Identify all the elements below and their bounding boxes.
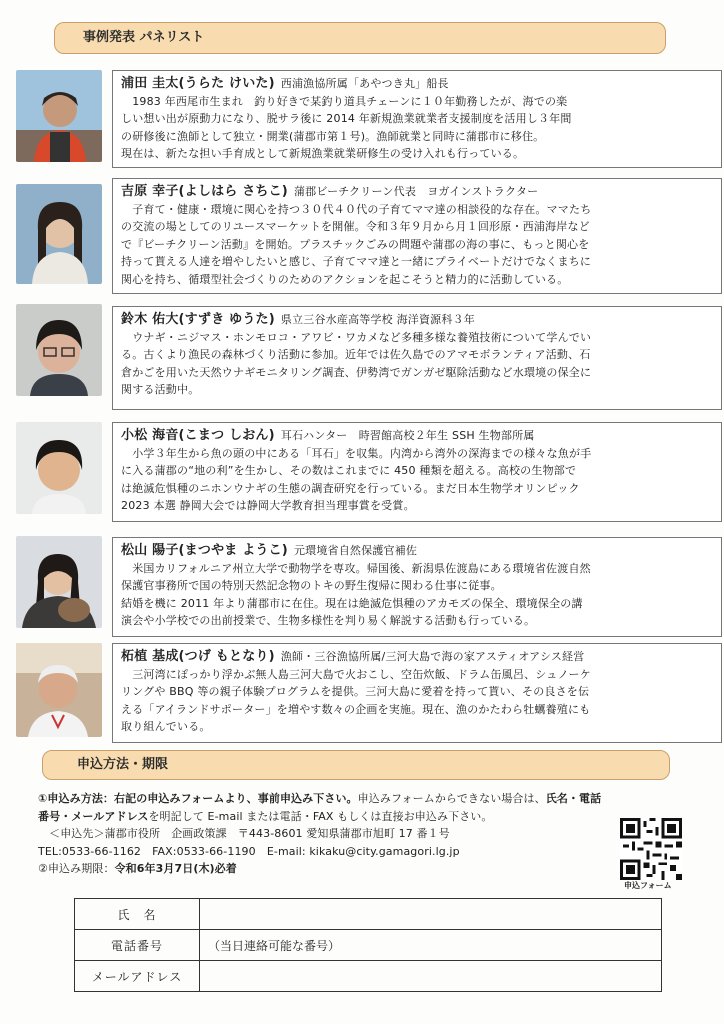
panelist-card-komatsu	[112, 422, 722, 522]
panelist-name: 吉原 幸子(よしはら さちこ)	[121, 184, 288, 199]
panelist-photo-komatsu	[16, 422, 102, 514]
panelist-name: 鈴木 佑大(すずき ゆうた)	[121, 312, 275, 327]
bio-line: 関する活動中。	[121, 383, 200, 396]
panelist-photo-suzuki	[16, 304, 102, 396]
form-row-email	[75, 961, 662, 992]
bio-line: ウナギ・ニジマス・ホンモロコ・アワビ・ワカメなど多種多様な養殖技術について学んでい	[121, 330, 592, 344]
apply-deadline-date: 令和6年3月7日(木)必着	[114, 862, 237, 876]
form-label-email: メールアドレス	[75, 961, 200, 992]
bio-line: 三河湾にぽっかり浮かぶ無人島三河大島で火おこし、空缶炊飯、ドラム缶風呂、シュノーケ	[121, 667, 591, 681]
bio-line: える「アイランドサポーター」を増やす数々の企画を実施。現在、漁のかたわら牡蠣養殖にも	[121, 702, 591, 716]
panelist-photo-matsuyama	[16, 536, 102, 628]
panelist-card-yoshihara	[112, 178, 722, 294]
bio-line: 小学３年生から魚の頭の中にある「耳石」を収集。内湾から湾外の深海までの様々な魚が手	[121, 446, 592, 460]
form-label-name: 氏 名	[75, 899, 200, 930]
bio-line: 保護官事務所で国の特別天然記念物のトキの野生復帰に関わる仕事に従事。	[121, 579, 502, 592]
panelist-name: 小松 海音(こまつ しおん)	[121, 428, 275, 443]
bio-line: 現在は、新たな担い手育成として新規漁業就業研修生の受け入れも行っている。	[121, 147, 525, 160]
qr-code-label: 申込フォーム	[624, 881, 672, 890]
panelist-affiliation: 漁師・三谷漁協所属/三河大島で海の家アスティオアシス経営	[280, 650, 585, 663]
bio-line: 持って貰える人達を増やしたいと感じ、子育てママ達と一緒にプライベートだけでなくまちに	[121, 255, 592, 268]
apply-address: ＜申込先＞蒲郡市役所 企画政策課 〒443-8601 愛知県蒲郡市旭町 17 番１号	[38, 827, 450, 841]
bio-line: 取り組んでいる。	[121, 720, 211, 733]
apply-deadline-label: ②申込み期限：	[38, 862, 115, 876]
panelist-photo-urata	[16, 70, 102, 162]
panelist-card-suzuki	[112, 306, 722, 410]
apply-required-fields: 氏名・電話	[545, 792, 602, 805]
bio-line: に入る蒲郡の“地の利”を生かし、その数はこれまでに 450 種類を超える。高校の生物部で	[121, 464, 577, 477]
bio-line: で『ビーチクリーン活動』を開始。プラスチックごみの問題や蒲郡の海の事に、もっと関心を	[121, 237, 590, 251]
bio-line: の交流の場としてのリユースマーケットを開催。令和３年９月から月１回形原・西浦海岸など	[121, 220, 590, 233]
bio-line: は絶滅危惧種のニホンウナギの生態の調査研究を行っている。まだ日本生物学オリンピック	[121, 481, 580, 495]
panelist-photo-yoshihara	[16, 184, 102, 284]
form-field-email[interactable]	[200, 961, 662, 992]
form-label-phone: 電話番号	[75, 930, 200, 961]
bio-line: 関心を持ち、循環型社会づくりのためのアクションを起こそうと精力的に活動している。	[121, 272, 569, 286]
section-header-panelists: 事例発表 パネリスト	[54, 22, 666, 54]
form-field-phone[interactable]: （当日連絡可能な番号）	[200, 930, 662, 961]
panelist-card-tsuge	[112, 643, 722, 743]
apply-method-label: ①申込み方法：右記の申込みフォームより、事前申込み下さい。	[38, 792, 358, 805]
bio-line: 結婚を機に 2011 年より蒲郡市に在住。現在は絶滅危惧種のアカモズの保全、環境保全の講	[121, 596, 583, 610]
bio-line: る。古くより漁民の森林づくり活動に参加。近年では佐久島でのアマモボランティア活動、石	[121, 348, 591, 361]
apply-required-fields-cont: 番号・メールアドレス	[38, 809, 149, 823]
bio-line: しい想い出が原動力になり、脱サラ後に 2014 年新規漁業就業者支援制度を活用し３年間	[121, 112, 572, 125]
form-row-name	[75, 899, 662, 930]
panelist-affiliation: 蒲郡ビーチクリーン代表 ヨガインストラクター	[293, 185, 539, 198]
apply-method-text-cont: を明記して E-mail または電話・FAX もしくは直接お申込み下さい。	[148, 809, 493, 823]
qr-code[interactable]	[620, 818, 682, 880]
bio-line: 1983 年西尾市生まれ 釣り好きで某釣り道具チェーンに１０年勤務したが、海での楽	[121, 94, 568, 108]
bio-line: 米国カリフォルニア州立大学で動物学を専攻。帰国後、新潟県佐渡島にある環境省佐渡自然	[121, 561, 591, 575]
panelist-affiliation: 耳石ハンター 時習館高校２年生 SSH 生物部所属	[280, 429, 535, 442]
section-header-apply: 申込方法・期限	[42, 750, 670, 780]
panelist-affiliation: 西浦漁協所属「あやつき丸」船長	[280, 77, 449, 90]
bio-line: の研修後に漁師として独立・開業(蒲郡市第１号)。漁師就業と同時に蒲郡市に移住。	[121, 129, 545, 143]
bio-line: 2023 本選 静岡大会では静岡大学教育担当理事賞を受賞。	[121, 499, 415, 512]
apply-method-text: 申込みフォームからできない場合は、	[357, 792, 546, 805]
panelist-name: 松山 陽子(まつやま ようこ)	[121, 543, 288, 558]
bio-line: 子育て・健康・環境に関心を持つ３０代４０代の子育てママ達の相談役的な存在。ママたち	[121, 202, 592, 216]
panelist-name: 柘植 基成(つげ もとなり)	[121, 649, 275, 664]
panelist-affiliation: 元環境省自然保護官補佐	[293, 544, 418, 557]
panelist-card-matsuyama	[112, 537, 722, 637]
application-form-table	[74, 898, 662, 992]
panelist-card-urata	[112, 70, 722, 168]
panelist-affiliation: 県立三谷水産高等学校 海洋資源科３年	[280, 313, 475, 326]
form-row-phone	[75, 930, 662, 961]
panelist-name: 浦田 圭太(うらた けいた)	[121, 76, 275, 91]
apply-contact: TEL:0533-66-1162 FAX:0533-66-1190 E-mail: kikaku@city.gamagori.lg.jp	[38, 844, 460, 858]
form-field-name[interactable]	[200, 899, 662, 930]
bio-line: 倉かごを用いた天然ウナギモニタリング調査、伊勢湾でガンガゼ駆除活動など水環境の保全に	[121, 365, 592, 379]
bio-line: リングや BBQ 等の親子体験プログラムを提供。三河大島に愛着を持って貰い、その良さを伝	[121, 685, 590, 698]
application-info	[38, 790, 648, 878]
panelist-photo-tsuge	[16, 643, 102, 737]
bio-line: 演会や小学校での出前授業で、生物多様性を判り易く解説する活動も行っている。	[121, 614, 536, 627]
